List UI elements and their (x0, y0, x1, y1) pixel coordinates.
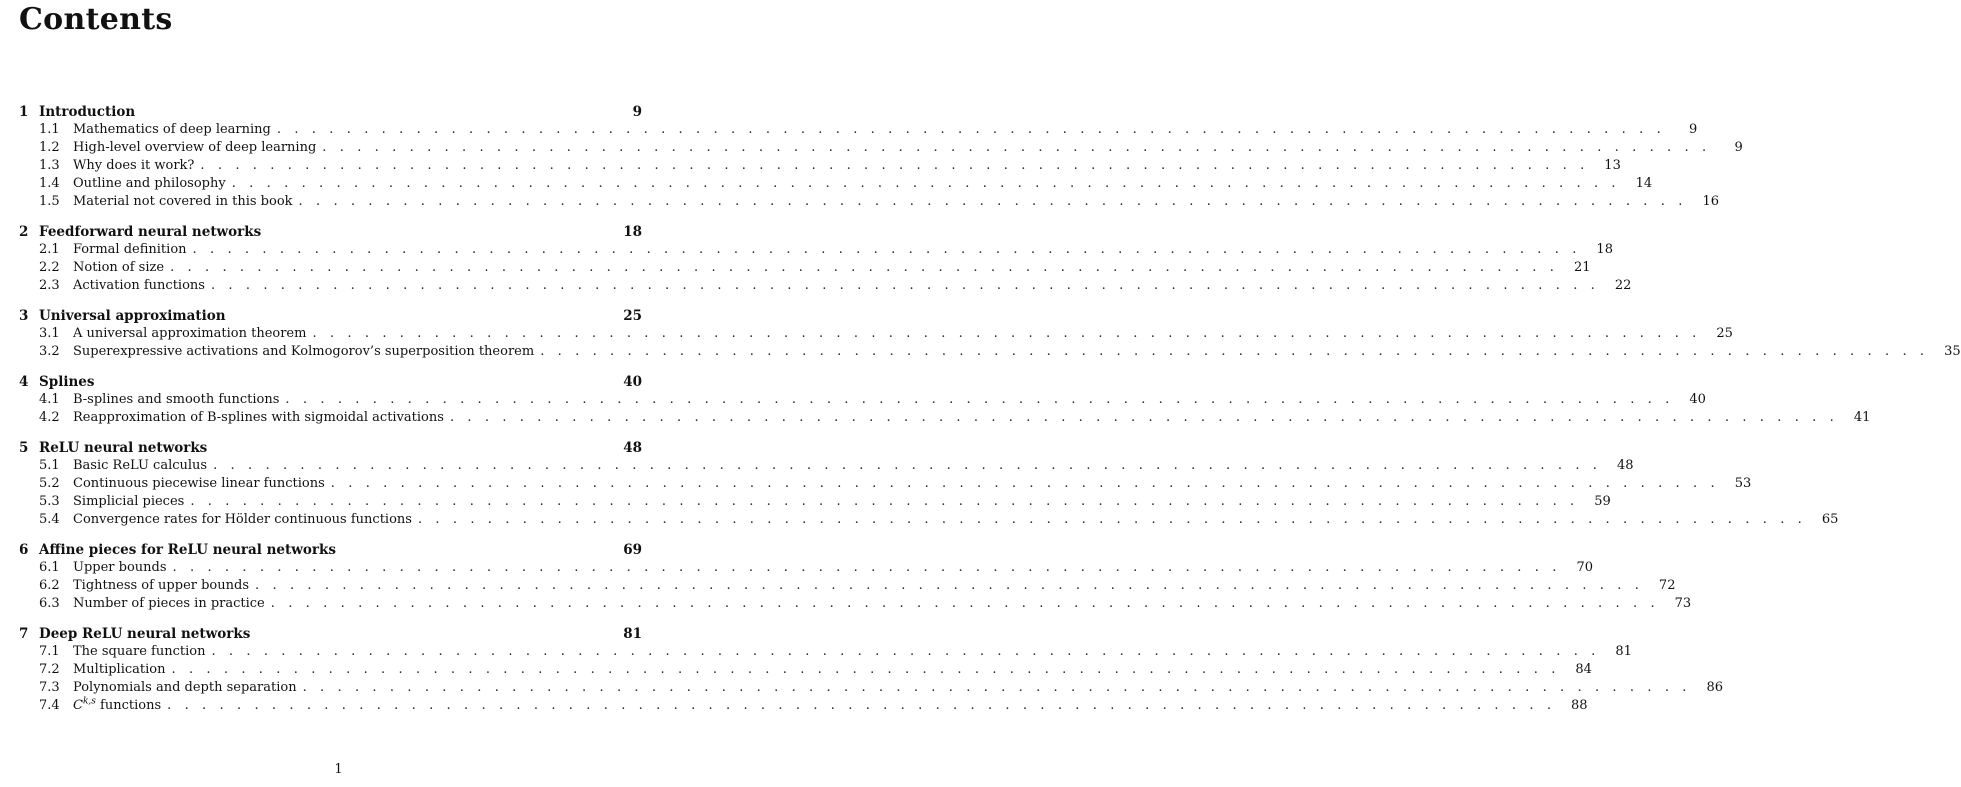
section-number: 5.1 (39, 458, 60, 473)
dot-leader: . . . . . . . . . . . . . . . . . . . . . . . . . . . . . . . . . . . . . . . . . . . . . . . . . . . . . . . . . . . . . . . . . . . . . . . . . . . . . . . . (172, 560, 1561, 575)
toc-section-entry[interactable] (19, 139, 1743, 157)
section-number: 1.2 (39, 140, 60, 155)
section-number: 7.4 (39, 698, 60, 713)
section-title: Material not covered in this book (73, 194, 293, 209)
section-title: Tightness of upper bounds (73, 578, 250, 593)
toc-section-entry[interactable] (19, 559, 1593, 577)
toc-chapter-entry[interactable] (19, 439, 642, 457)
section-number: 5.2 (39, 476, 60, 491)
dot-leader: . . . . . . . . . . . . . . . . . . . . . . . . . . . . . . . . . . . . . . . . . . . . . . . . . . . . . . . . . . . . . . . . . . . . . . . . . . . . . . . . (302, 680, 1692, 695)
chapter-page: 9 (632, 104, 642, 120)
section-title: Number of pieces in practice (73, 596, 265, 611)
toc-section-entry[interactable] (19, 391, 1706, 409)
section-page: 72 (1658, 578, 1676, 593)
toc-chapter (19, 307, 1961, 361)
toc-section-entry[interactable] (19, 259, 1591, 277)
section-title: Superexpressive activations and Kolmogorov’s superposition theorem (73, 344, 535, 359)
section-title-superscript: k,s (82, 696, 96, 707)
toc-section-entry[interactable] (19, 475, 1752, 493)
toc-section-entry[interactable] (19, 241, 1613, 259)
toc-section-entry[interactable] (19, 643, 1632, 661)
toc-section-entry[interactable] (19, 409, 1871, 427)
section-title: Polynomials and depth separation (73, 680, 297, 695)
section-title: Reapproximation of B-splines with sigmoidal activations (73, 410, 444, 425)
chapter-title: Splines (39, 374, 95, 390)
chapter-page: 48 (623, 440, 642, 456)
toc-chapter (19, 625, 1724, 715)
section-page: 70 (1576, 560, 1593, 575)
chapter-number: 1 (19, 104, 29, 120)
section-page: 16 (1702, 194, 1719, 209)
toc-section-entry[interactable] (19, 121, 1698, 139)
toc-section-entry[interactable] (19, 661, 1592, 679)
section-title-rest: functions (95, 698, 162, 713)
section-number: 3.1 (39, 326, 60, 341)
section-title: Multiplication (73, 662, 166, 677)
section-number: 3.2 (39, 344, 60, 359)
section-title: The square function (73, 644, 206, 659)
section-page: 9 (1689, 122, 1698, 137)
section-title (73, 697, 161, 715)
section-page: 84 (1575, 662, 1592, 677)
chapter-page: 69 (623, 542, 642, 558)
section-number: 4.1 (39, 392, 60, 407)
section-title: Continuous piecewise linear functions (73, 476, 325, 491)
toc-section-entry[interactable] (19, 277, 1632, 295)
dot-leader: . . . . . . . . . . . . . . . . . . . . . . . . . . . . . . . . . . . . . . . . . . . . . . . . . . . . . . . . . . . . . . . . . . . . . . . . . . . . . . . . (192, 242, 1581, 257)
section-page: 86 (1706, 680, 1724, 695)
dot-leader: . . . . . . . . . . . . . . . . . . . . . . . . . . . . . . . . . . . . . . . . . . . . . . . . . . . . . . . . . . . . . . . . . . . . . . . . . . . . . . . . (270, 596, 1660, 611)
section-title: A universal approximation theorem (73, 326, 307, 341)
section-title: Notion of size (73, 260, 165, 275)
section-number: 7.1 (39, 644, 60, 659)
chapter-number: 6 (19, 542, 29, 558)
section-number: 7.2 (39, 662, 60, 677)
toc-section-entry[interactable] (19, 343, 1961, 361)
dot-leader: . . . . . . . . . . . . . . . . . . . . . . . . . . . . . . . . . . . . . . . . . . . . . . . . . . . . . . . . . . . . . . . . . . . . . . . . . . . . . . . . (322, 140, 1711, 155)
chapter-page: 81 (623, 626, 642, 642)
toc-chapter (19, 223, 1632, 295)
section-title: Basic ReLU calculus (73, 458, 208, 473)
chapter-title: Feedforward neural networks (39, 224, 262, 240)
toc-chapter (19, 439, 1839, 529)
page-title: Contents (19, 2, 173, 37)
section-page: 41 (1853, 410, 1871, 425)
dot-leader: . . . . . . . . . . . . . . . . . . . . . . . . . . . . . . . . . . . . . . . . . . . . . . . . . . . . . . . . . . . . . . . . . . . . . . . . . . . . . . . . (190, 494, 1579, 509)
chapter-title: Deep ReLU neural networks (39, 626, 251, 642)
toc-chapter (19, 103, 1743, 211)
section-page: 25 (1716, 326, 1733, 341)
section-page: 53 (1734, 476, 1752, 491)
chapter-title: ReLU neural networks (39, 440, 208, 456)
dot-leader: . . . . . . . . . . . . . . . . . . . . . . . . . . . . . . . . . . . . . . . . . . . . . . . . . . . . . . . . . . . . . . . . . . . . . . . . . . . . . . . . (312, 326, 1701, 341)
section-number: 5.3 (39, 494, 60, 509)
section-page: 81 (1615, 644, 1632, 659)
dot-leader: . . . . . . . . . . . . . . . . . . . . . . . . . . . . . . . . . . . . . . . . . . . . . . . . . . . . . . . . . . . . . . . . . . . . . . . . . . . . . . . . (330, 476, 1720, 491)
section-title: Outline and philosophy (73, 176, 226, 191)
chapter-title: Universal approximation (39, 308, 226, 324)
section-number: 1.3 (39, 158, 60, 173)
toc-section-entry[interactable] (19, 696, 1588, 715)
dot-leader: . . . . . . . . . . . . . . . . . . . . . . . . . . . . . . . . . . . . . . . . . . . . . . . . . . . . . . . . . . . . . . . . . . . . . . . . . . . . . . . . (167, 698, 1556, 713)
section-page: 9 (1734, 140, 1743, 155)
section-page: 88 (1571, 698, 1588, 713)
section-title: High-level overview of deep learning (73, 140, 317, 155)
section-page: 40 (1689, 392, 1706, 407)
section-number: 1.1 (39, 122, 60, 137)
section-page: 35 (1944, 344, 1961, 359)
section-title: Simplicial pieces (73, 494, 185, 509)
toc-section-entry[interactable] (19, 493, 1611, 511)
toc-chapter-entry[interactable] (19, 307, 642, 325)
section-number: 6.3 (39, 596, 60, 611)
toc-chapter (19, 541, 1692, 613)
toc-chapter-entry[interactable] (19, 625, 642, 643)
section-page: 14 (1635, 176, 1653, 191)
dot-leader: . . . . . . . . . . . . . . . . . . . . . . . . . . . . . . . . . . . . . . . . . . . . . . . . . . . . . . . . . . . . . . . . . . . . . . . . . . . . . . . . (211, 644, 1600, 659)
dot-leader: . . . . . . . . . . . . . . . . . . . . . . . . . . . . . . . . . . . . . . . . . . . . . . . . . . . . . . . . . . . . . . . . . . . . . . . . . . . . . . . . (449, 410, 1839, 425)
dot-leader: . . . . . . . . . . . . . . . . . . . . . . . . . . . . . . . . . . . . . . . . . . . . . . . . . . . . . . . . . . . . . . . . . . . . . . . . . . . . . . . . (171, 662, 1560, 677)
toc-section-entry[interactable] (19, 511, 1839, 529)
table-of-contents (19, 103, 1961, 727)
toc-section-entry[interactable] (19, 595, 1692, 613)
section-page: 22 (1614, 278, 1632, 293)
section-page: 18 (1596, 242, 1613, 257)
section-page: 21 (1573, 260, 1591, 275)
toc-section-entry[interactable] (19, 577, 1676, 595)
section-page: 13 (1604, 158, 1621, 173)
chapter-number: 3 (19, 308, 29, 324)
toc-section-entry[interactable] (19, 457, 1634, 475)
toc-chapter-entry[interactable] (19, 373, 642, 391)
section-number: 1.5 (39, 194, 60, 209)
dot-leader: . . . . . . . . . . . . . . . . . . . . . . . . . . . . . . . . . . . . . . . . . . . . . . . . . . . . . . . . . . . . . . . . . . . . . . . . . . . . . . . . (231, 176, 1621, 191)
chapter-number: 5 (19, 440, 29, 456)
section-number: 5.4 (39, 512, 60, 527)
toc-section-entry[interactable] (19, 157, 1621, 175)
toc-section-entry[interactable] (19, 193, 1719, 211)
chapter-title: Introduction (39, 104, 136, 120)
section-page: 65 (1821, 512, 1839, 527)
dot-leader: . . . . . . . . . . . . . . . . . . . . . . . . . . . . . . . . . . . . . . . . . . . . . . . . . . . . . . . . . . . . . . . . . . . . . . . . . . . . . . . . (200, 158, 1589, 173)
section-title: Why does it work? (73, 158, 195, 173)
section-title: B-splines and smooth functions (73, 392, 280, 407)
section-number: 1.4 (39, 176, 60, 191)
section-title: Mathematics of deep learning (73, 122, 271, 137)
section-number: 6.1 (39, 560, 60, 575)
section-title: Convergence rates for Hölder continuous functions (73, 512, 412, 527)
section-title: Activation functions (73, 278, 205, 293)
chapter-title: Affine pieces for ReLU neural networks (39, 542, 336, 558)
section-number: 6.2 (39, 578, 60, 593)
dot-leader: . . . . . . . . . . . . . . . . . . . . . . . . . . . . . . . . . . . . . . . . . . . . . . . . . . . . . . . . . . . . . . . . . . . . . . . . . . . . . . . . (255, 578, 1644, 593)
section-page: 59 (1594, 494, 1611, 509)
section-number: 2.2 (39, 260, 60, 275)
section-number: 2.1 (39, 242, 60, 257)
section-page: 73 (1674, 596, 1692, 611)
page-number: 1 (334, 762, 343, 777)
chapter-page: 40 (623, 374, 642, 390)
section-number: 7.3 (39, 680, 60, 695)
section-number: 4.2 (39, 410, 60, 425)
chapter-number: 4 (19, 374, 29, 390)
section-title-base: C (73, 698, 83, 713)
dot-leader: . . . . . . . . . . . . . . . . . . . . . . . . . . . . . . . . . . . . . . . . . . . . . . . . . . . . . . . . . . . . . . . . . . . . . . . . . . . . . . . . (210, 278, 1600, 293)
dot-leader: . . . . . . . . . . . . . . . . . . . . . . . . . . . . . . . . . . . . . . . . . . . . . . . . . . . . . . . . . . . . . . . . . . . . . . . . . . . . . . . . (213, 458, 1602, 473)
chapter-number: 2 (19, 224, 29, 240)
dot-leader: . . . . . . . . . . . . . . . . . . . . . . . . . . . . . . . . . . . . . . . . . . . . . . . . . . . . . . . . . . . . . . . . . . . . . . . . . . . . . . . . (540, 344, 1929, 359)
chapter-number: 7 (19, 626, 29, 642)
chapter-page: 25 (623, 308, 642, 324)
toc-chapter (19, 373, 1871, 427)
toc-chapter-entry[interactable] (19, 541, 642, 559)
dot-leader: . . . . . . . . . . . . . . . . . . . . . . . . . . . . . . . . . . . . . . . . . . . . . . . . . . . . . . . . . . . . . . . . . . . . . . . . . . . . . . . . (170, 260, 1559, 275)
toc-section-entry[interactable] (19, 325, 1733, 343)
dot-leader: . . . . . . . . . . . . . . . . . . . . . . . . . . . . . . . . . . . . . . . . . . . . . . . . . . . . . . . . . . . . . . . . . . . . . . . . . . . . . . . . (285, 392, 1674, 407)
toc-chapter-entry[interactable] (19, 103, 642, 121)
chapter-page: 18 (623, 224, 642, 240)
dot-leader: . . . . . . . . . . . . . . . . . . . . . . . . . . . . . . . . . . . . . . . . . . . . . . . . . . . . . . . . . . . . . . . . . . . . . . . . . . . . . . . . (417, 512, 1807, 527)
toc-section-entry[interactable] (19, 175, 1653, 193)
toc-section-entry[interactable] (19, 679, 1724, 697)
section-title: Upper bounds (73, 560, 167, 575)
dot-leader: . . . . . . . . . . . . . . . . . . . . . . . . . . . . . . . . . . . . . . . . . . . . . . . . . . . . . . . . . . . . . . . . . . . . . . . . . . . . . . . . (298, 194, 1687, 209)
section-number: 2.3 (39, 278, 60, 293)
dot-leader: . . . . . . . . . . . . . . . . . . . . . . . . . . . . . . . . . . . . . . . . . . . . . . . . . . . . . . . . . . . . . . . . . . . . . . . . . . . . . . . . (276, 122, 1666, 137)
section-page: 48 (1617, 458, 1634, 473)
toc-chapter-entry[interactable] (19, 223, 642, 241)
section-title: Formal definition (73, 242, 187, 257)
